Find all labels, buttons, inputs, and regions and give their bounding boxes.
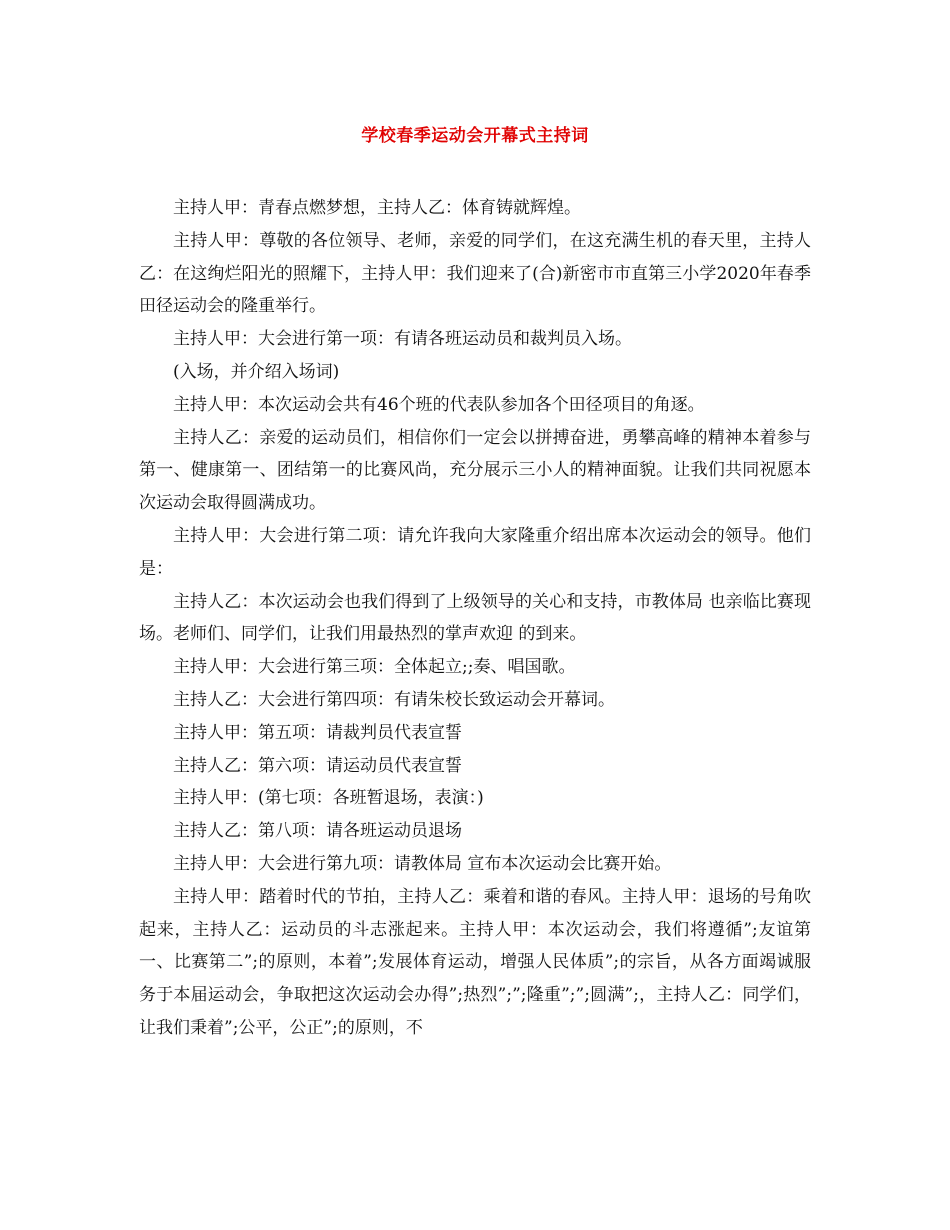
paragraph: 主持人甲：(第七项：各班暂退场，表演：) <box>173 788 484 809</box>
paragraph: 主持人甲：大会进行第二项：请允许我向大家隆重介绍出席本次运动会的领导。他们是： <box>139 525 811 579</box>
paragraph: 主持人乙：第八项：请各班运动员退场 <box>173 821 462 842</box>
paragraph: 主持人乙：本次运动会也我们得到了上级领导的关心和支持，市教体局 也亲临比赛现场。老师们、同学们，让我们用最热烈的掌声欢迎 的到来。 <box>139 591 811 645</box>
paragraph: 主持人甲：踏着时代的节拍，主持人乙：乘着和谐的春风。主持人甲：退场的号角吹起来，主持人乙：运动员的斗志涨起来。主持人甲：本次运动会，我们将遵循”;友谊第一、比赛第二”;的原则，本着”;发展体育运动，增强人民体质”;的宗旨，从各方面竭诚服务于本届运动会，争取把这次运动会办得”;热烈”;”;隆重”;”;圆满”;，主持人乙：同学们，让我们秉着”;公平，公正”;的原则，不 <box>139 886 811 1038</box>
paragraph: 主持人甲：尊敬的各位领导、老师，亲爱的同学们，在这充满生机的春天里，主持人乙：在这绚烂阳光的照耀下，主持人甲：我们迎来了(合)新密市市直第三小学2020年春季田径运动会的隆重举行。 <box>139 230 811 317</box>
paragraph: 主持人甲：大会进行第九项：请教体局 宣布本次运动会比赛开始。 <box>173 853 672 874</box>
paragraph: 主持人甲：本次运动会共有46个班的代表队参加各个田径项目的角逐。 <box>173 394 705 415</box>
paragraph: 主持人乙：亲爱的运动员们，相信你们一定会以拼搏奋进，勇攀高峰的精神本着参与第一、健康第一、团结第一的比赛风尚，充分展示三小人的精神面貌。让我们共同祝愿本次运动会取得圆满成功。 <box>139 427 811 514</box>
paragraph: 主持人甲：第五项：请裁判员代表宣誓 <box>173 722 462 743</box>
paragraph: (入场，并介绍入场词) <box>173 361 340 382</box>
paragraph: 主持人乙：第六项：请运动员代表宣誓 <box>173 755 462 776</box>
paragraph: 主持人甲：青春点燃梦想，主持人乙：体育铸就辉煌。 <box>173 198 581 218</box>
paragraph: 主持人甲：大会进行第一项：有请各班运动员和裁判员入场。 <box>173 329 632 350</box>
paragraph: 主持人甲：大会进行第三项：全体起立;;奏、唱国歌。 <box>173 657 576 678</box>
document-title: 学校春季运动会开幕式主持词 <box>361 126 589 146</box>
paragraph: 主持人乙：大会进行第四项：有请朱校长致运动会开幕词。 <box>173 689 615 710</box>
document-body <box>139 192 811 1045</box>
